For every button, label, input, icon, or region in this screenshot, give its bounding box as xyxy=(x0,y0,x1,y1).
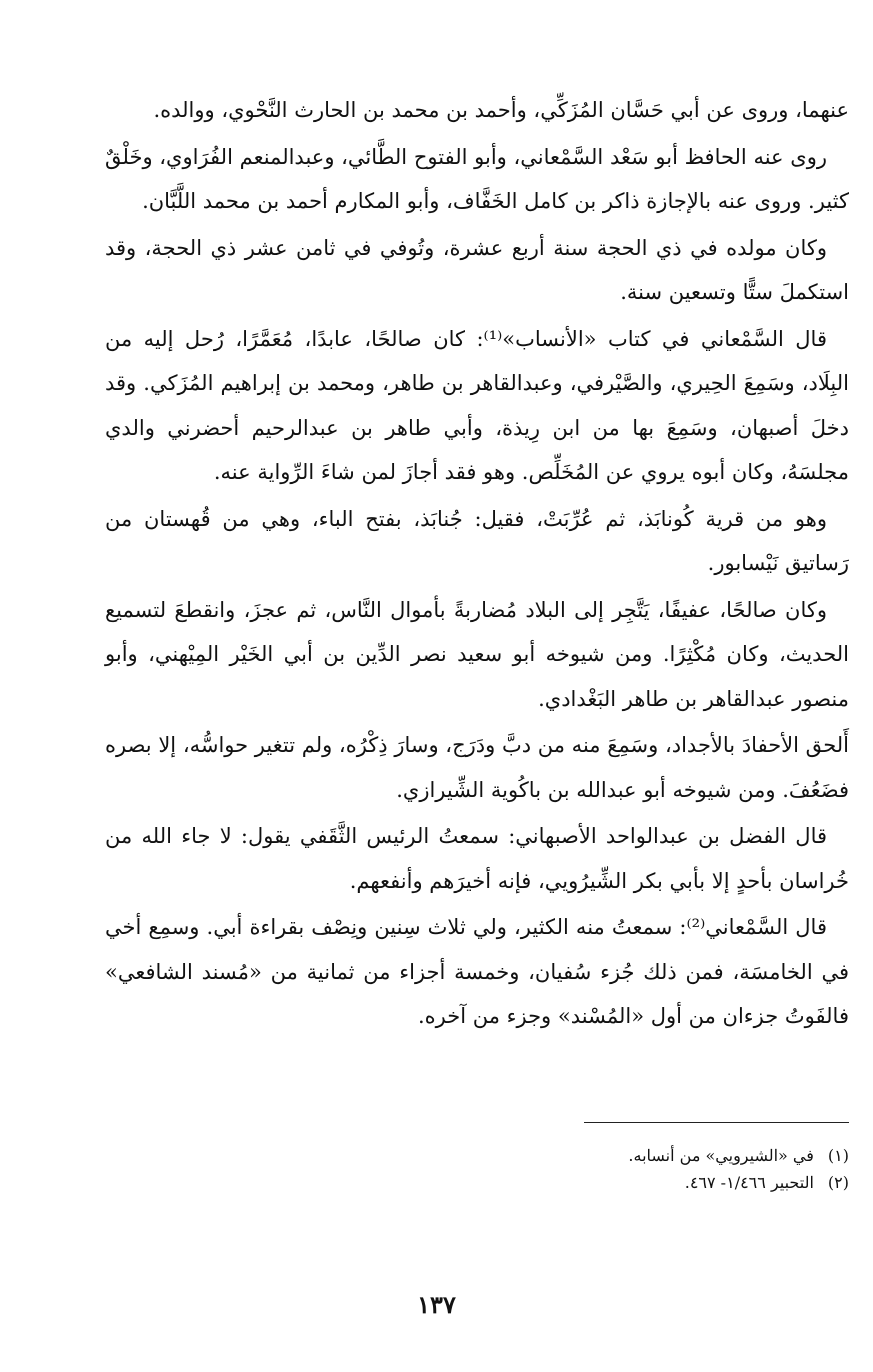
footnote-2 xyxy=(429,1169,849,1196)
main-text xyxy=(105,88,849,1041)
footnote-text: التحبير ١/٤٦٦- ٤٦٧. xyxy=(684,1173,814,1192)
paragraph-2: روى عنه الحافظ أبو سَعْد السَّمْعاني، وأبو الفتوح الطَّائي، وعبدالمنعم الفُرَاوي، وخَلْقٌ كثير. وروى عنه بالإجازة ذاكر بن كامل الخَفَّاف، وأبو المكارم أحمد بن محمد اللَّبَّان. xyxy=(105,144,849,213)
footnote-text: في «الشيرويي» من أنسابه. xyxy=(628,1146,814,1165)
page-number: ١٣٧ xyxy=(417,1290,456,1319)
paragraph-8: قال الفضل بن عبدالواحد الأصبهاني: سمعتُ الرئيس الثَّقَفي يقول: لا جاء الله من خُراسان بأحدٍ إلا بأبي بكر الشِّيرُويي، فإنه أخيرَهم وأنفعهم. xyxy=(105,824,849,893)
paragraph-3: وكان مولده في ذي الحجة سنة أربع عشرة، وتُوفي في ثامن عشر ذي الحجة، وقد استكملَ ستًّا وتسعين سنة. xyxy=(105,235,849,304)
paragraph-4: قال السَّمْعاني في كتاب «الأنساب»⁽¹⁾: كان صالحًا، عابدًا، مُعَمَّرًا، رُحل إليه من البِلَاد، وسَمِعَ الحِيري، والصَّيْرفي، وعبدالقاهر بن طاهر، ومحمد بن إبراهيم المُزَكي. وقد دخلَ أصبهان، وسَمِعَ بها من ابن رِيذة، وأبي طاهر بن عبدالرحيم أحضرني والدي مجلسَهُ، وكان أبوه يروي عن المُخَلِّص. وهو فقد أجازَ لمن شاءَ الرِّواية عنه. xyxy=(105,326,849,484)
footnote-divider xyxy=(584,1122,849,1123)
paragraph-9: قال السَّمْعاني⁽²⁾: سمعتُ منه الكثير، ولي ثلاث سِنين ونِصْف بقراءة أبي. وسمِع أخي في الخامسَة، فمن ذلك جُزء سُفيان، وخمسة أجزاء من ثمانية من «مُسند الشافعي» فالفَوتُ جزءان من أول «المُسْند» وجزء من آخره. xyxy=(105,915,849,1028)
paragraph-1: عنهما، وروى عن أبي حَسَّان المُزَكِّي، وأحمد بن محمد بن الحارث النَّحْوي، ووالده. xyxy=(153,98,849,122)
paragraph-5: وهو من قرية كُونابَذ، ثم عُرِّبَتْ، فقيل: جُنابَذ، بفتح الباء، وهي من قُهستان من رَساتيق نَيْسابور. xyxy=(105,506,849,575)
footnote-1 xyxy=(429,1142,849,1169)
paragraph-6: وكان صالحًا، عفيفًا، يَتَّجِر إلى البلاد مُضاربةً بأموال النَّاس، ثم عجزَ، وانقطعَ لتسميع الحديث، وكان مُكْثِرًا. ومن شيوخه أبو سعيد نصر الدِّين بن أبي الخَيْر المِيْهني، وأبو منصور عبدالقاهر بن طاهر البَغْدادي. xyxy=(105,597,849,711)
footnote-number: (٢) xyxy=(827,1173,849,1192)
paragraph-7: أَلحق الأحفادَ بالأجداد، وسَمِعَ منه من دبَّ ودَرَج، وسارَ ذِكْرُه، ولم تتغير حواسُّه، إلا بصره فضَعُفَ. ومن شيوخه أبو عبدالله بن باكُوية الشِّيرازي. xyxy=(105,733,849,802)
footnotes xyxy=(429,1142,849,1196)
footnote-number: (١) xyxy=(827,1146,849,1165)
